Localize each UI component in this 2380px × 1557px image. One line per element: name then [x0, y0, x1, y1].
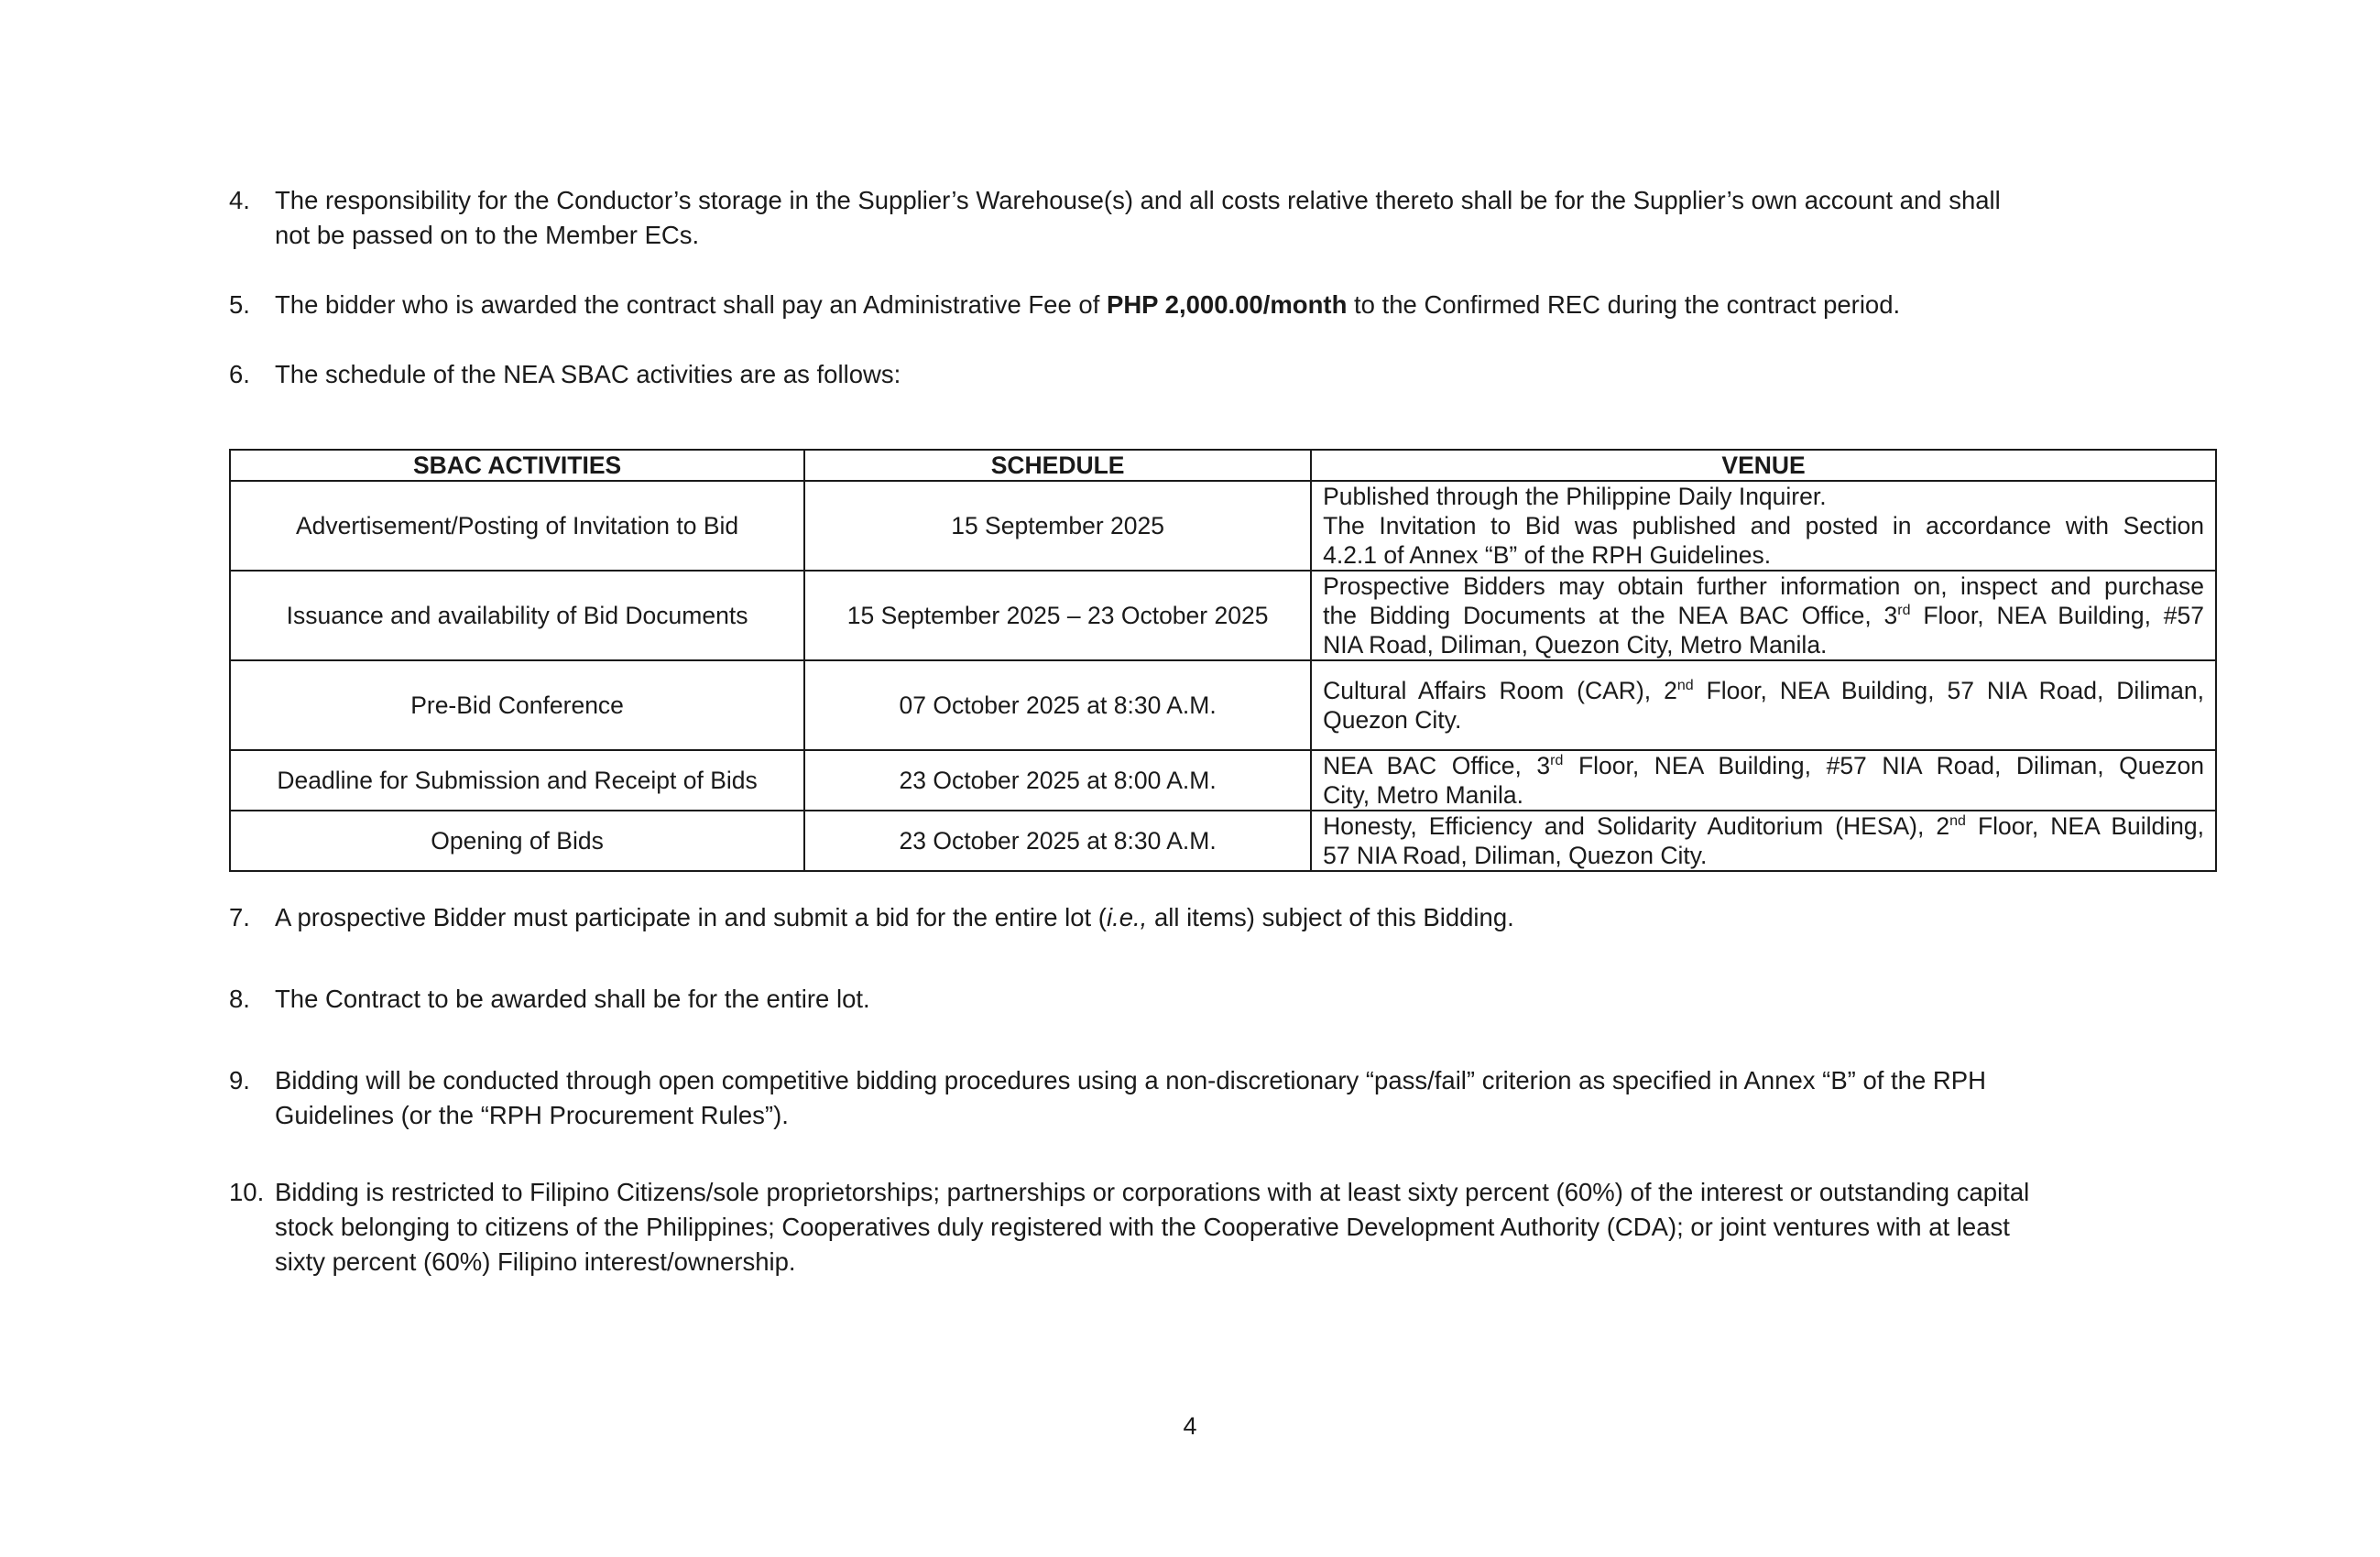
venue-text-run: Honesty, Efficiency and Solidarity Auditorium (HESA), 2	[1323, 812, 1950, 840]
item-text	[275, 288, 2208, 322]
activity-cell: Deadline for Submission and Receipt of Bids	[230, 750, 804, 811]
list-item-6	[229, 357, 2208, 392]
item-text-run: to the Confirmed REC during the contract period.	[1347, 290, 1901, 319]
list-item-7	[229, 900, 2208, 935]
venue-line: 4.2.1 of Annex “B” of the RPH Guidelines.	[1323, 541, 1772, 569]
venue-line: City, Metro Manila.	[1323, 781, 1524, 809]
header-activities: SBAC ACTIVITIES	[230, 450, 804, 481]
header-schedule: SCHEDULE	[804, 450, 1311, 481]
activity-cell: Advertisement/Posting of Invitation to Bid	[230, 481, 804, 571]
venue-line: Prospective Bidders may obtain further information on, inspect and purchase	[1323, 572, 2204, 600]
item-number: 7.	[229, 903, 250, 931]
ordinal-suffix: nd	[1676, 678, 1694, 694]
activity-cell: Opening of Bids	[230, 811, 804, 871]
item-text: The schedule of the NEA SBAC activities are as follows:	[275, 360, 901, 388]
table-row	[230, 811, 2216, 871]
table-header-row	[230, 450, 2216, 481]
item-text-run: all items) subject of this Bidding.	[1147, 903, 1514, 931]
venue-line: NIA Road, Diliman, Quezon City, Metro Manila.	[1323, 631, 1828, 659]
page-number: 4	[1183, 1412, 1197, 1440]
activity-cell: Pre-Bid Conference	[230, 660, 804, 750]
item-text	[275, 900, 2208, 935]
venue-cell	[1311, 481, 2216, 571]
schedule-cell: 07 October 2025 at 8:30 A.M.	[804, 660, 1311, 750]
item-text: The Contract to be awarded shall be for the entire lot.	[275, 985, 870, 1013]
list-item-9	[229, 1063, 2208, 1133]
item-number: 6.	[229, 360, 250, 388]
ordinal-suffix: nd	[1949, 813, 1966, 830]
header-venue: VENUE	[1311, 450, 2216, 481]
venue-text-run: Floor, NEA Building,	[1965, 812, 2205, 840]
venue-cell	[1311, 750, 2216, 811]
item-text-line: stock belonging to citizens of the Philippines; Cooperatives duly registered with the Cooperative Development Authority (CDA); or joint ventures with at least	[275, 1213, 2010, 1241]
venue-cell	[1311, 571, 2216, 660]
sbac-schedule-table	[229, 449, 2217, 872]
list-item-5	[229, 288, 2208, 322]
item-text-line: Bidding will be conducted through open competitive bidding procedures using a non-discretionary “pass/fail” criterion as specified in Annex “B” of the RPH	[275, 1066, 1986, 1094]
table-row	[230, 660, 2216, 750]
venue-line: The Invitation to Bid was published and posted in accordance with Section	[1323, 512, 2204, 539]
ordinal-suffix: rd	[1550, 753, 1564, 769]
venue-line: Published through the Philippine Daily Inquirer.	[1323, 483, 1827, 510]
venue-cell	[1311, 660, 2216, 750]
venue-line: 57 NIA Road, Diliman, Quezon City.	[1323, 842, 1708, 869]
table-row	[230, 750, 2216, 811]
venue-text-run: Floor, NEA Building, 57 NIA Road, Diliman,	[1693, 677, 2205, 704]
venue-line	[1323, 751, 2204, 780]
item-text-run: The bidder who is awarded the contract shall pay an Administrative Fee of	[275, 290, 1107, 319]
list-item-4	[229, 183, 2208, 253]
item-number: 9.	[229, 1066, 250, 1094]
venue-text-run: Cultural Affairs Room (CAR), 2	[1323, 677, 1677, 704]
venue-line: Quezon City.	[1323, 706, 1462, 734]
venue-text-run: the Bidding Documents at the NEA BAC Office, 3	[1323, 602, 1898, 629]
venue-text-run: NEA BAC Office, 3	[1323, 752, 1551, 779]
venue-line	[1323, 811, 2204, 841]
admin-fee-amount: PHP 2,000.00/month	[1106, 290, 1348, 319]
item-text-line: Guidelines (or the “RPH Procurement Rules”).	[275, 1101, 789, 1129]
venue-line	[1323, 676, 2204, 705]
venue-line	[1323, 601, 2204, 630]
item-number: 8.	[229, 985, 250, 1013]
ordinal-suffix: rd	[1897, 603, 1911, 619]
item-text-italic: i.e.,	[1106, 903, 1148, 931]
item-text-line: sixty percent (60%) Filipino interest/ownership.	[275, 1247, 796, 1276]
schedule-cell: 15 September 2025	[804, 481, 1311, 571]
item-text-line: The responsibility for the Conductor’s storage in the Supplier’s Warehouse(s) and all costs relative thereto shall be for the Supplier’s own account and shall	[275, 186, 2001, 214]
item-number: 4.	[229, 186, 250, 214]
venue-text-run: Floor, NEA Building, #57	[1910, 602, 2204, 629]
activity-cell: Issuance and availability of Bid Documents	[230, 571, 804, 660]
item-text-run: A prospective Bidder must participate in and submit a bid for the entire lot (	[275, 903, 1107, 931]
table-row	[230, 571, 2216, 660]
table-row	[230, 481, 2216, 571]
item-number: 10.	[229, 1178, 265, 1206]
item-number: 5.	[229, 290, 250, 319]
venue-text-run: Floor, NEA Building, #57 NIA Road, Diliman, Quezon	[1563, 752, 2205, 779]
venue-cell	[1311, 811, 2216, 871]
item-text-line: Bidding is restricted to Filipino Citizens/sole proprietorships; partnerships or corporations with at least sixty percent (60%) of the interest or outstanding capital	[275, 1178, 2030, 1206]
schedule-cell: 23 October 2025 at 8:00 A.M.	[804, 750, 1311, 811]
list-item-10	[229, 1175, 2208, 1279]
schedule-cell: 23 October 2025 at 8:30 A.M.	[804, 811, 1311, 871]
item-text-line: not be passed on to the Member ECs.	[275, 221, 700, 249]
list-item-8	[229, 982, 2208, 1017]
schedule-cell: 15 September 2025 – 23 October 2025	[804, 571, 1311, 660]
